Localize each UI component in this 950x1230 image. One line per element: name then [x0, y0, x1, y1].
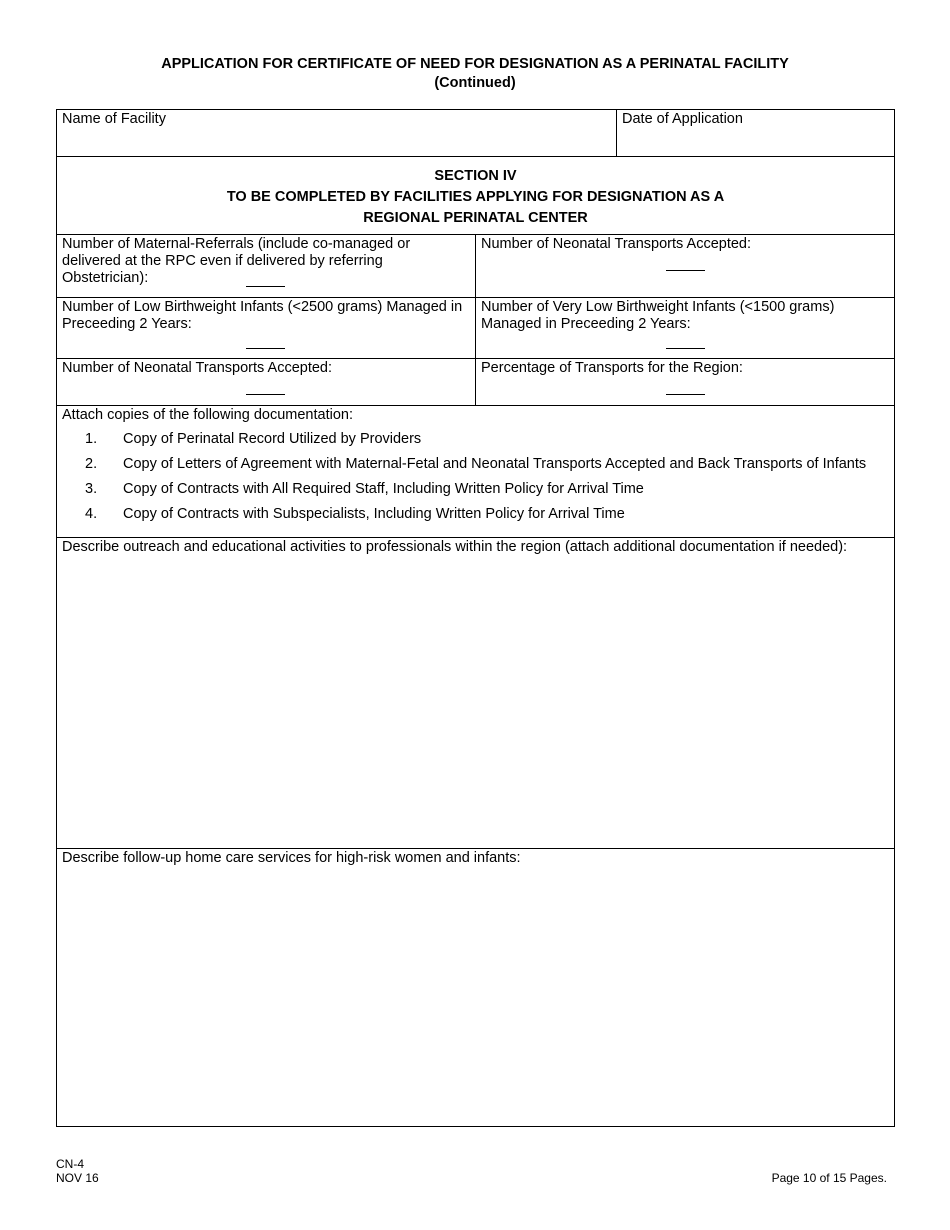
list-item-number: 2.	[85, 456, 98, 472]
very-low-birthweight-field[interactable]	[476, 298, 894, 358]
percentage-transports-blank[interactable]	[666, 394, 705, 395]
neonatal-transports-blank-2[interactable]	[246, 394, 285, 395]
low-birthweight-field[interactable]	[57, 298, 475, 358]
outreach-activities-field[interactable]	[57, 538, 894, 848]
neonatal-transports-label-2: Number of Neonatal Transports Accepted:	[62, 360, 333, 376]
maternal-referrals-field[interactable]	[57, 235, 475, 297]
list-item-number: 1.	[85, 431, 98, 447]
followup-care-label: Describe follow-up home care services for high-risk women and infants:	[62, 850, 521, 866]
percentage-transports-field[interactable]	[476, 359, 894, 405]
section-heading-line3: REGIONAL PERINATAL CENTER	[363, 210, 588, 226]
date-of-application-field[interactable]	[617, 110, 894, 156]
list-item-number: 3.	[85, 481, 98, 497]
list-item-text: Copy of Contracts with Subspecialists, Including Written Policy for Arrival Time	[123, 506, 625, 522]
low-birthweight-blank[interactable]	[246, 348, 285, 349]
divider	[475, 235, 476, 405]
maternal-referrals-label: Number of Maternal-Referrals (include co-managed or delivered at the RPC even if delivered by referring Obstetrician):	[62, 236, 411, 286]
date-of-application-label: Date of Application	[622, 111, 743, 127]
percentage-transports-label: Percentage of Transports for the Region:	[481, 360, 743, 376]
name-of-facility-label: Name of Facility	[62, 111, 166, 127]
outreach-activities-label: Describe outreach and educational activities to professionals within the region (attach additional documentation if needed):	[62, 539, 848, 555]
form-code-block	[56, 1157, 99, 1185]
application-form	[56, 109, 895, 1127]
form-title-line2: (Continued)	[434, 75, 516, 91]
section-iv-heading	[57, 166, 894, 229]
section-heading-line2: TO BE COMPLETED BY FACILITIES APPLYING FOR DESIGNATION AS A	[226, 189, 725, 205]
form-title-line1: APPLICATION FOR CERTIFICATE OF NEED FOR DESIGNATION AS A PERINATAL FACILITY	[161, 56, 789, 72]
very-low-birthweight-label: Number of Very Low Birthweight Infants (<1500 grams) Managed in Preceeding 2 Years:	[481, 299, 835, 332]
neonatal-transports-blank[interactable]	[666, 270, 705, 271]
neonatal-transports-label: Number of Neonatal Transports Accepted:	[481, 236, 752, 252]
list-item-number: 4.	[85, 506, 98, 522]
divider	[57, 405, 894, 406]
form-title	[0, 55, 950, 93]
form-code: CN-4	[56, 1157, 85, 1171]
low-birthweight-label: Number of Low Birthweight Infants (<2500 grams) Managed in Preceeding 2 Years:	[62, 299, 463, 332]
list-item-text: Copy of Perinatal Record Utilized by Providers	[123, 431, 422, 447]
list-item-text: Copy of Contracts with All Required Staff, Including Written Policy for Arrival Time	[123, 481, 644, 497]
page-number: Page 10 of 15 Pages.	[771, 1171, 887, 1185]
section-heading-line1: SECTION IV	[434, 168, 517, 184]
very-low-birthweight-blank[interactable]	[666, 348, 705, 349]
attachments-intro: Attach copies of the following documentation:	[62, 407, 353, 423]
followup-care-field[interactable]	[57, 849, 894, 1126]
list-item-text: Copy of Letters of Agreement with Maternal-Fetal and Neonatal Transports Accepted and Back Transports of Infants	[123, 456, 867, 472]
neonatal-transports-field[interactable]	[476, 235, 894, 297]
form-date: NOV 16	[56, 1171, 99, 1185]
divider	[57, 156, 894, 157]
name-of-facility-field[interactable]	[57, 110, 616, 156]
maternal-referrals-blank[interactable]	[246, 286, 285, 287]
neonatal-transports-field-2[interactable]	[57, 359, 475, 405]
